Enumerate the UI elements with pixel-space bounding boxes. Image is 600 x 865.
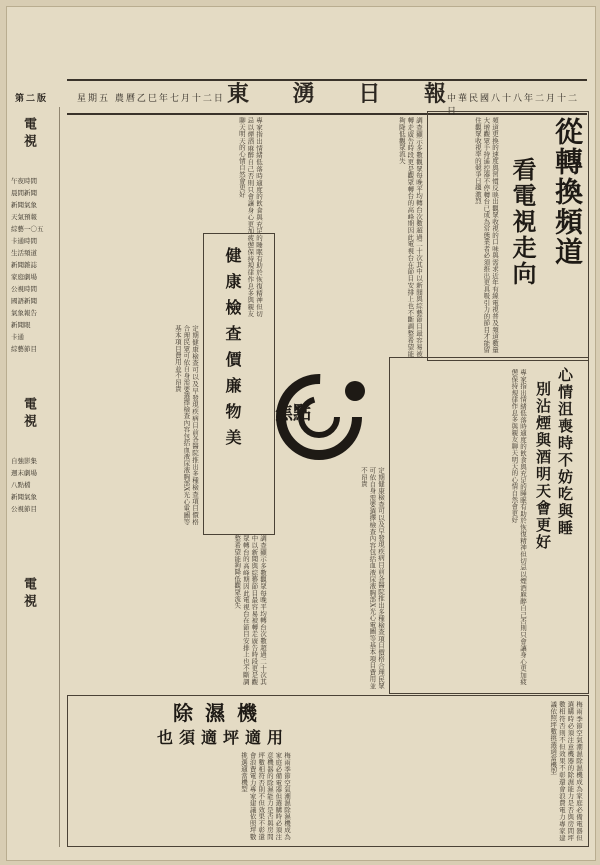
tv-item: 新聞眼 — [11, 321, 31, 329]
tv-item: 國語新聞 — [11, 297, 37, 305]
article-1-body-cont: 調查顯示多數觀眾每晚平均轉台次數超過二十次其中以新聞與綜藝節目最容易被轉走廣告時段更是觀眾轉台的高峰期因此電視台在節目安排上也不斷調整希望能夠降低觀眾流失 — [397, 117, 423, 357]
tv-item: 午夜時間 — [11, 177, 37, 185]
article-4-title-line-1: 除濕機 — [173, 701, 269, 725]
date-left: 中華民國八十八年二月十二日 — [447, 94, 580, 117]
article-4-body-cont: 梅雨季節空氣潮濕除濕機成為家庭必備電器但選購時必須注意機器的除濕能力是否與房間坪數相符否則不但效果不彰還會浪費電力專家建議依照坪數挑選適當機型 — [549, 701, 583, 841]
article-3-body-cont: 定期健康檢查可以及早發現疾病目前各醫院推出多種檢查項目價格合理民眾可依自身需要選擇檢查內容包括血液尿液胸部X光心電圖等基本項目費用並不昂貴 — [359, 467, 385, 689]
tv-item: 新聞氣象 — [11, 201, 37, 209]
column-mid-left: 調查顯示多數觀眾每晚平均轉台次數超過二十次其中以新聞與綜藝節目最容易被轉走廣告時段更是觀眾轉台的高峰期因此電視台在節目安排上也不斷調整希望能夠降低觀眾流失 — [233, 535, 267, 685]
tv-item: 生活頻道 — [11, 249, 37, 257]
tv-listings-column — [7, 107, 60, 847]
article-2-title-line-1: 心情沮喪時不妨吃與睡 — [556, 367, 574, 537]
tv-item: 卡通時間 — [11, 237, 37, 245]
tv-item: 週末劇場 — [11, 469, 37, 477]
tv-heading-3: 電視 — [21, 577, 36, 611]
tv-item: 卡通 — [11, 333, 24, 341]
article-1-body: 頻道更換的速度與習慣反映出觀眾收視的口味與需求近年有線電視普及頻道數量大增觀眾手持遙控器不停轉台已成為常態業者必須推出更具吸引力的節目才能留住觀眾收視率的競爭日趨激烈 — [473, 117, 499, 353]
article-4-title-line-2: 也須適坪適用 — [157, 728, 290, 747]
page-number: 第二版 — [15, 94, 49, 104]
paper-name: 東 湧 日 報 — [227, 81, 464, 107]
logo-text: 焦點 — [275, 403, 311, 424]
tv-item: 新聞氣象 — [11, 493, 37, 501]
tv-item: 綜藝一〇五 — [11, 225, 44, 233]
article-3-body: 定期健康檢查可以及早發現疾病目前各醫院推出多種檢查項目價格合理民眾可依自身需要選擇檢查內容包括血液尿液胸部X光心電圖等基本項目費用並不昂貴 — [173, 325, 199, 525]
tv-item: 八點檔 — [11, 481, 31, 489]
tv-heading-2: 電視 — [21, 397, 36, 431]
article-1-title-line-2: 看電視走向 — [508, 157, 537, 287]
date-right: 星期五 農曆乙巳年七月十二日 — [77, 94, 225, 104]
masthead — [15, 79, 587, 117]
article-2-title-line-2: 別沾煙與酒明天會更好 — [534, 381, 552, 551]
tv-item: 天氣預報 — [11, 213, 37, 221]
article-1-title-line-1: 從轉換頻道 — [551, 117, 584, 267]
tv-item: 自強影集 — [11, 457, 37, 465]
article-3-title: 健康檢查價廉物美 — [223, 247, 242, 455]
tv-item: 新聞雜誌 — [11, 261, 37, 269]
newspaper-page — [6, 6, 596, 861]
tv-heading-1: 電視 — [21, 117, 36, 151]
tv-item: 公視節目 — [11, 505, 37, 513]
article-2-body: 專家指出情緒低落時適度的飲食與充足的睡眠有助於恢復精神但切忌以煙酒麻醉自己否則只會讓身心更加疲憊保持規律作息多與親友聊天明天的心情自然會更好 — [510, 369, 527, 685]
column-top-middle: 專家指出情緒低落時適度的飲食與充足的睡眠有助於恢復精神但切忌以煙酒麻醉自己否則只會讓身心更加疲憊保持規律作息多與親友聊天明天的心情自然會更好 — [237, 117, 263, 317]
tv-item: 氣象報告 — [11, 309, 37, 317]
tv-item: 家庭劇場 — [11, 273, 37, 281]
article-4-body: 梅雨季節空氣潮濕除濕機成為家庭必備電器但選購時必須注意機器的除濕能力是否與房間坪數相符否則不但效果不彰還會浪費電力專家建議依照坪數挑選適當機型 — [240, 752, 291, 840]
tv-item: 公視時間 — [11, 285, 37, 293]
tv-item: 綜藝節目 — [11, 345, 37, 353]
tv-item: 晨間新聞 — [11, 189, 37, 197]
